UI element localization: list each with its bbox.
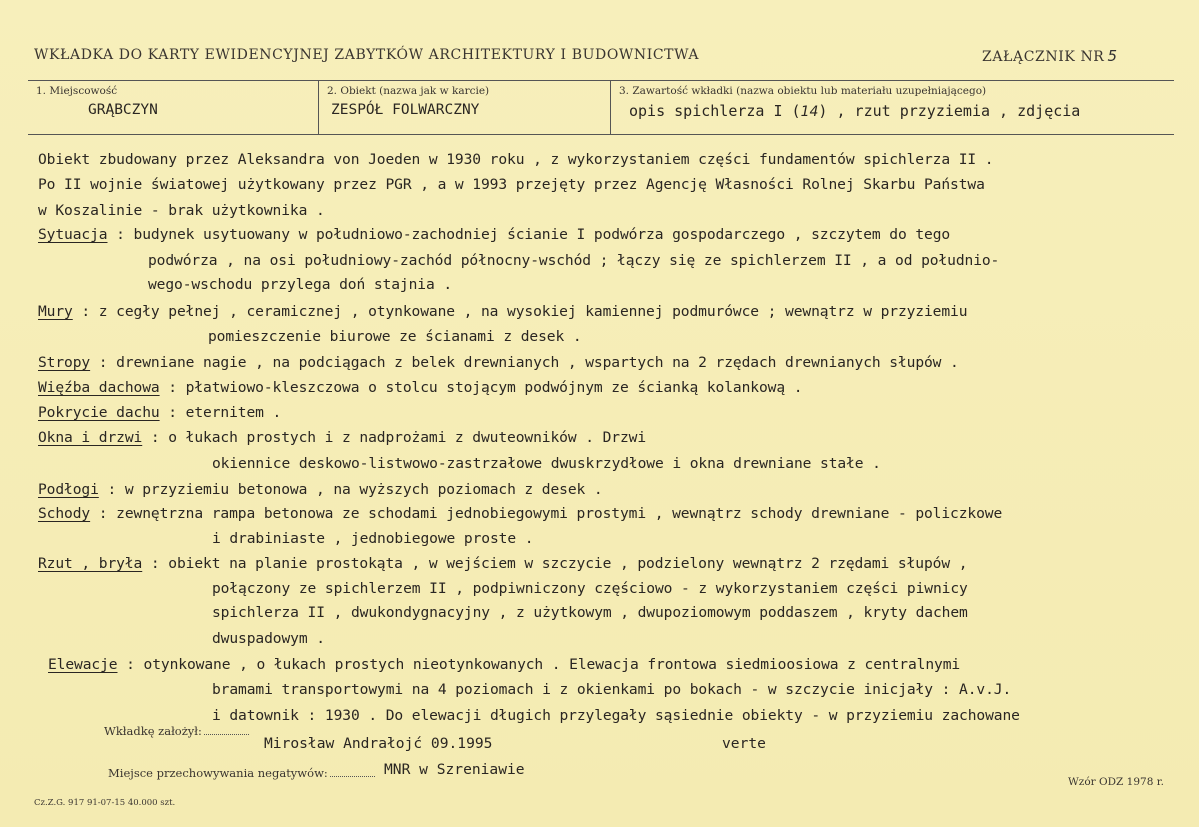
form-code: Wzór ODZ 1978 r. bbox=[1068, 776, 1164, 788]
sytuacja-keyword: Sytuacja bbox=[38, 226, 108, 243]
contents-label: 3. Zawartość wkładki (nazwa obiektu lub materiału uzupełniającego) bbox=[619, 85, 987, 97]
rzut-line-3: spichlerza II , dwukondygnacyjny , z użytkowym , dwupoziomowym poddaszem , kryty dachem bbox=[212, 604, 968, 621]
rzut-line-1: Rzut , bryła : obiekt na planie prostokąta , w wejściem w szczycie , podzielony wewnątrz 2 rzędami słupów , bbox=[38, 555, 968, 572]
object-field bbox=[318, 81, 611, 134]
negatives-value: MNR w Szreniawie bbox=[384, 761, 525, 778]
dotted-line bbox=[204, 734, 249, 735]
wiezba-line: Więźba dachowa : płatwiowo-kleszczowa o stolcu stojącym podwójnym ze ścianką kolankową . bbox=[38, 379, 803, 396]
rzut-line-4: dwuspadowym . bbox=[212, 630, 325, 647]
negatives-label: Miejsce przechowywania negatywów: bbox=[108, 766, 375, 780]
intro-line-3: w Koszalinie - brak użytkownika . bbox=[38, 202, 325, 219]
schody-line-1: Schody : zewnętrzna rampa betonowa ze schodami jednobiegowymi prostymi , wewnątrz schody drewniane - policzkowe bbox=[38, 505, 1003, 522]
contents-post: ) , rzut przyziemia , zdjęcia bbox=[818, 102, 1081, 120]
wiezba-keyword: Więźba dachowa bbox=[38, 379, 160, 396]
form-title: WKŁADKA DO KARTY EWIDENCYJNEJ ZABYTKÓW ARCHITEKTURY I BUDOWNICTWA bbox=[34, 47, 700, 63]
sytuacja-line-2: podwórza , na osi południowy-zachód północny-wschód ; łączy się ze spichlerzem II , a od południo- bbox=[148, 252, 1000, 269]
rzut-keyword: Rzut , bryła bbox=[38, 555, 143, 572]
elewacje-line-3: i datownik : 1930 . Do elewacji długich przylegały sąsiednie obiekty - w przyziemiu zachowane bbox=[212, 707, 1020, 724]
object-value: ZESPÓŁ FOLWARCZNY bbox=[331, 102, 480, 118]
stropy-keyword: Stropy bbox=[38, 354, 91, 371]
pokrycie-keyword: Pokrycie dachu bbox=[38, 404, 160, 421]
elewacje-keyword: Elewacje bbox=[48, 656, 118, 673]
insert-label: Wkładkę założył: bbox=[104, 724, 249, 738]
header-fields bbox=[28, 80, 1174, 135]
okna-keyword: Okna i drzwi bbox=[38, 429, 143, 446]
attachment-number bbox=[982, 47, 1118, 65]
intro-line-2: Po II wojnie światowej użytkowany przez PGR , a w 1993 przejęty przez Agencję Własności Rolnej Skarbu Państwa bbox=[38, 176, 985, 193]
schody-keyword: Schody bbox=[38, 505, 91, 522]
podlogi-line: Podłogi : w przyziemiu betonowa , na wyższych poziomach z desek . bbox=[38, 481, 603, 498]
attachment-label: ZAŁĄCZNIK NR bbox=[982, 49, 1105, 65]
locality-field bbox=[28, 81, 318, 134]
intro-line-1: Obiekt zbudowany przez Aleksandra von Joeden w 1930 roku , z wykorzystaniem części fundamentów spichlerza II . bbox=[38, 151, 994, 168]
verte-note: verte bbox=[722, 735, 766, 752]
elewacje-line-1: Elewacje : otynkowane , o łukach prostych nieotynkowanych . Elewacja frontowa siedmioosiowa z centralnymi bbox=[48, 656, 961, 673]
contents-value bbox=[629, 102, 1080, 120]
okna-line-2: okiennice deskowo-listwowo-zastrzałowe dwuskrzydłowe i okna drewniane stałe . bbox=[212, 455, 881, 472]
object-label: 2. Obiekt (nazwa jak w karcie) bbox=[327, 85, 490, 97]
contents-handwritten: 14 bbox=[800, 104, 819, 120]
locality-label: 1. Miejscowość bbox=[36, 85, 118, 97]
sytuacja-line-1: Sytuacja : budynek usytuowany w południowo-zachodniej ścianie I podwórza gospodarczego , szczytem do tego bbox=[38, 226, 951, 243]
schody-line-2: i drabiniaste , jednobiegowe proste . bbox=[212, 530, 534, 547]
contents-pre: opis spichlerza I ( bbox=[629, 102, 801, 120]
author-signature: Mirosław Andrałojć 09.1995 bbox=[264, 735, 493, 752]
mury-line-1: Mury : z cegły pełnej , ceramicznej , otynkowane , na wysokiej kamiennej podmurówce ; wewnątrz w przyziemiu bbox=[38, 303, 968, 320]
mury-keyword: Mury bbox=[38, 303, 73, 320]
attachment-number-value: 5 bbox=[1107, 47, 1118, 65]
stropy-line: Stropy : drewniane nagie , na podciągach z belek drewnianych , wspartych na 2 rzędach drewnianych słupów . bbox=[38, 354, 959, 371]
locality-value: GRĄBCZYN bbox=[88, 102, 158, 118]
mury-line-2: pomieszczenie biurowe ze ścianami z desek . bbox=[208, 328, 582, 345]
print-code: Cz.Z.G. 917 91-07-15 40.000 szt. bbox=[34, 798, 176, 808]
contents-field bbox=[610, 81, 1175, 134]
elewacje-line-2: bramami transportowymi na 4 poziomach i z okienkami po bokach - w szczycie inicjały : A.v.J. bbox=[212, 681, 1012, 698]
rzut-line-2: połączony ze spichlerzem II , podpiwniczony częściowo - z wykorzystaniem części piwnicy bbox=[212, 580, 968, 597]
pokrycie-line: Pokrycie dachu : eternitem . bbox=[38, 404, 282, 421]
okna-line-1: Okna i drzwi : o łukach prostych i z nadprożami z dwuteowników . Drzwi bbox=[38, 429, 647, 446]
sytuacja-line-3: wego-wschodu przylega doń stajnia . bbox=[148, 276, 453, 293]
dotted-line bbox=[330, 776, 375, 777]
podlogi-keyword: Podłogi bbox=[38, 481, 99, 498]
